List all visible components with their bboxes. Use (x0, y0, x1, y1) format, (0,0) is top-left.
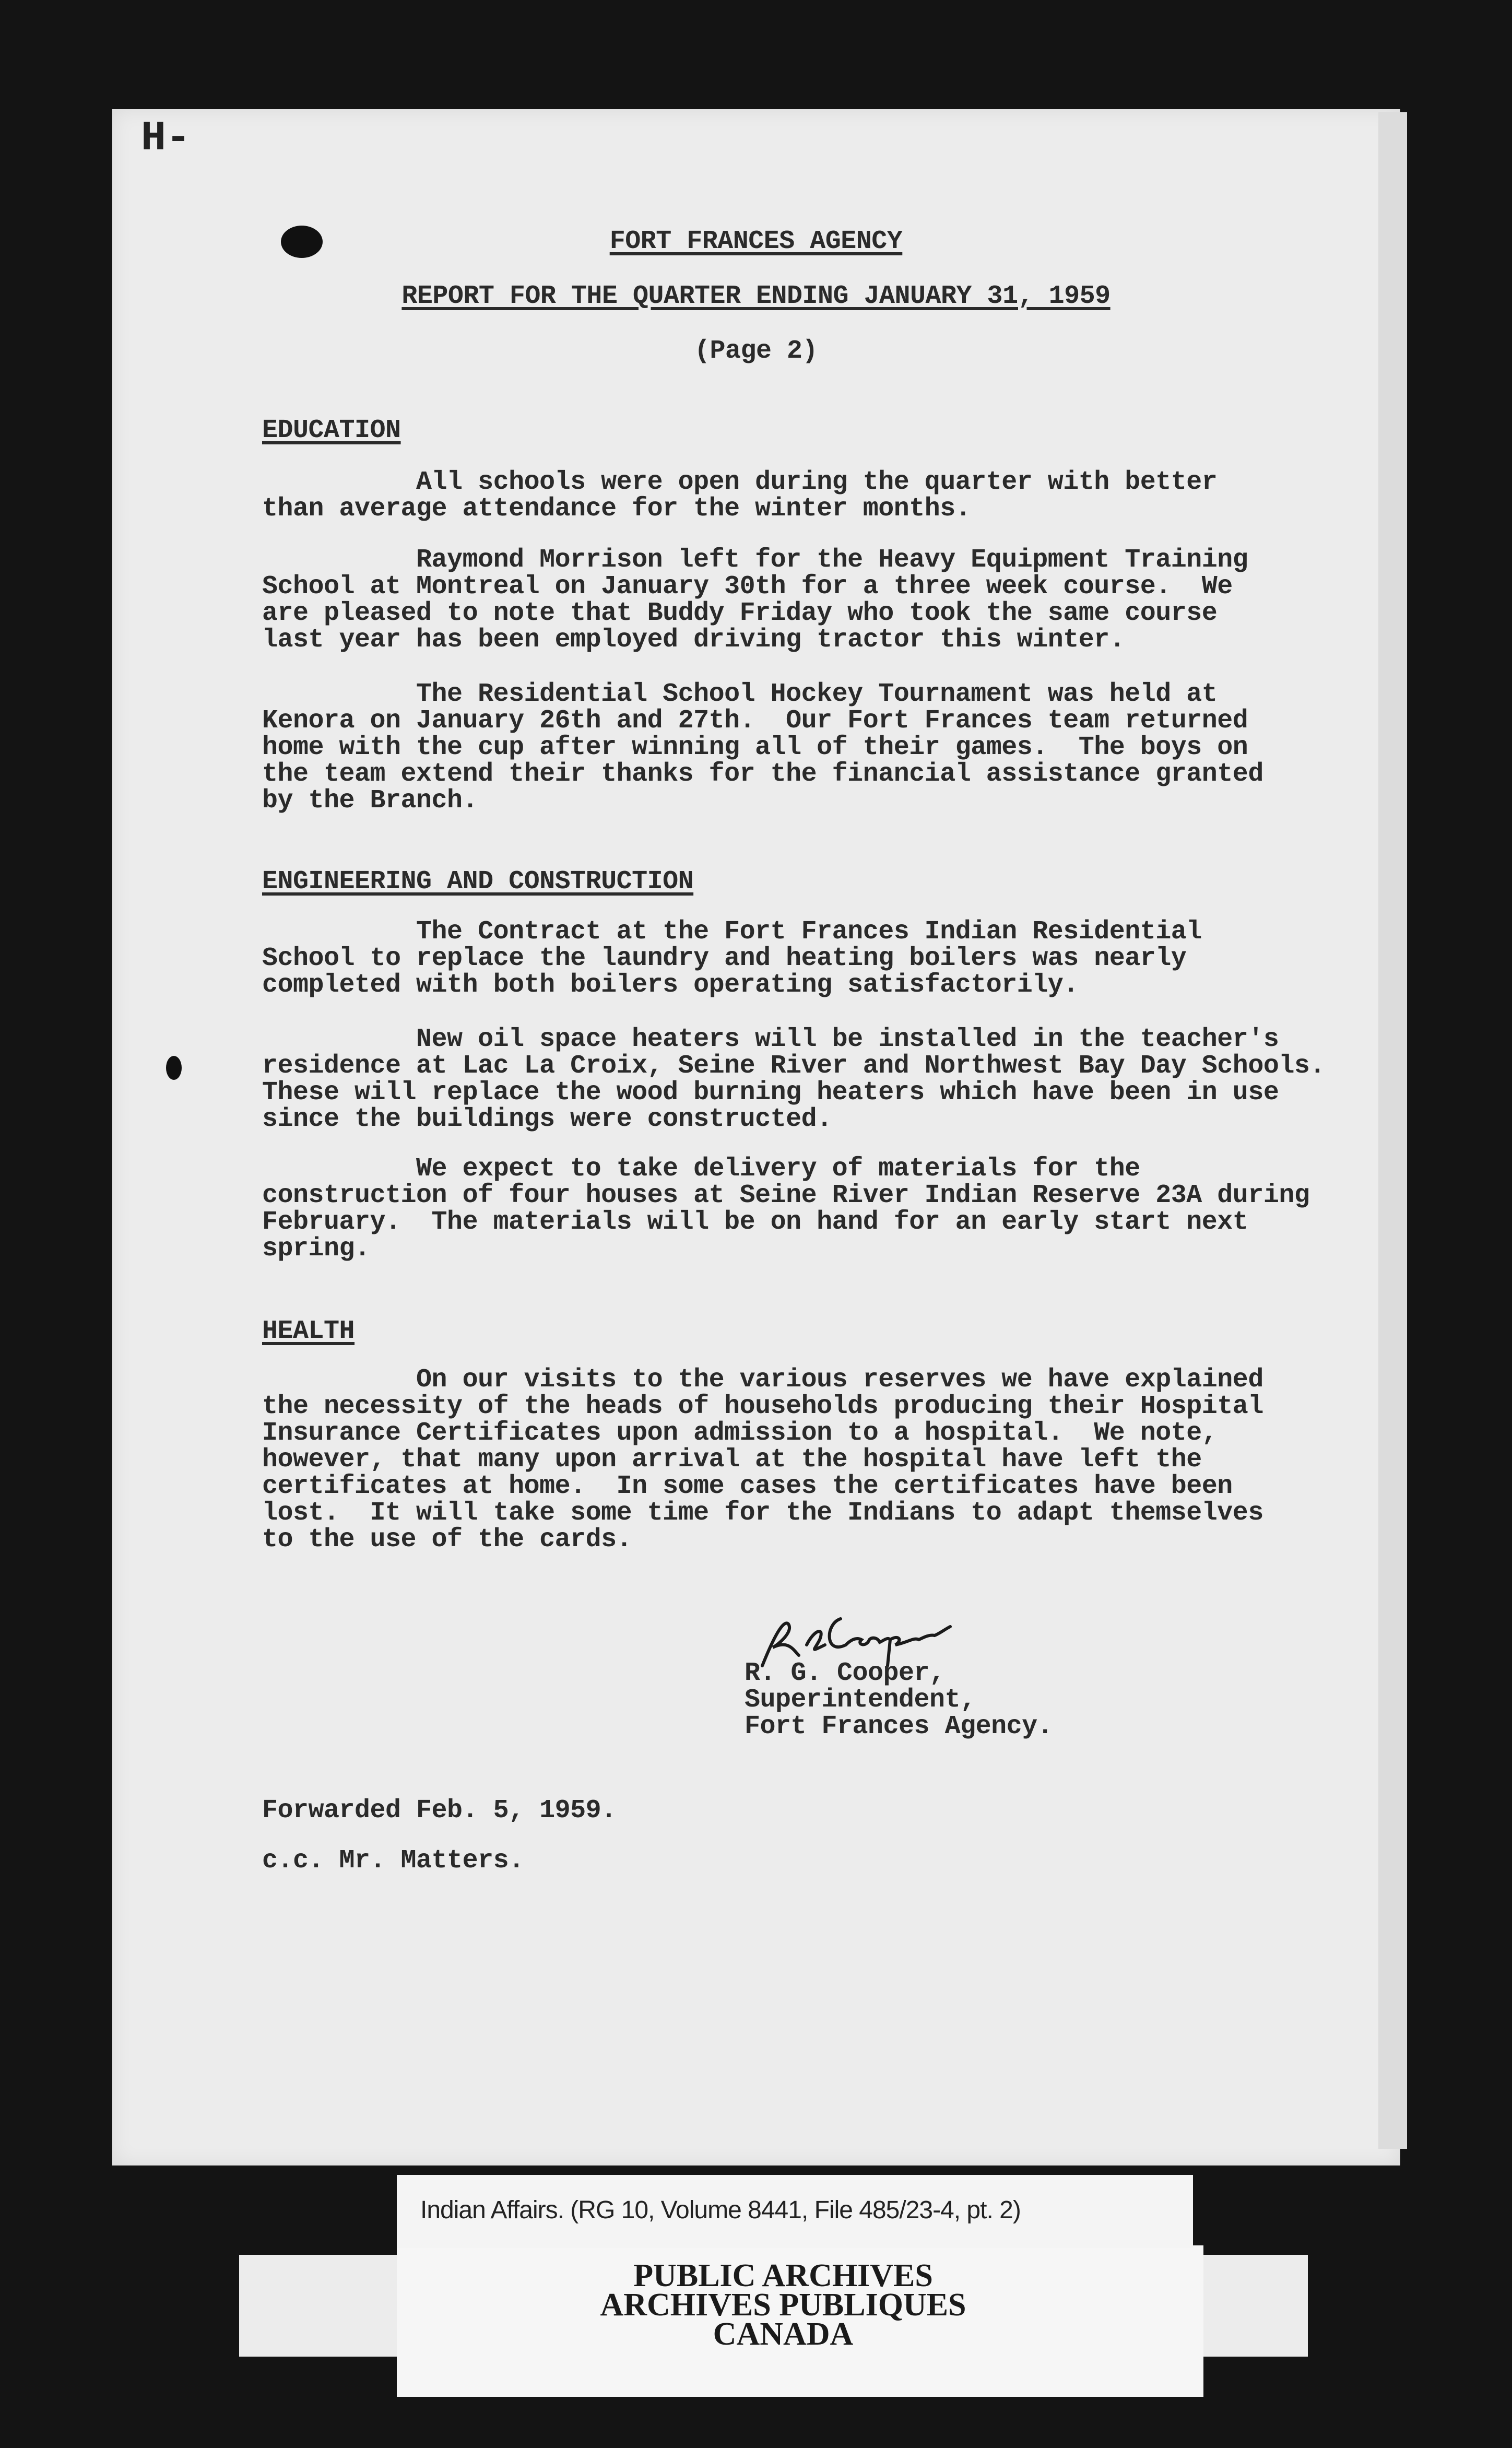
paragraph: New oil space heaters will be installed in the teacher's residence at Lac La Croix, Seine River and Northwest Bay Day Schools. These will replace the wood burning heaters which have been in use since the buildings were constructed. (262, 1025, 1325, 1134)
forwarded-date: Forwarded Feb. 5, 1959. (262, 1796, 617, 1826)
signatory-title: Superintendent, (745, 1685, 976, 1715)
agency-title: FORT FRANCES AGENCY (609, 227, 903, 256)
page-edge (1378, 112, 1407, 2149)
paragraph: All schools were open during the quarter with better than average attendance for the winter months. (262, 467, 1218, 524)
page-number: (Page 2) (694, 336, 818, 366)
archive-line-1: PUBLIC ARCHIVES (633, 2258, 933, 2293)
section-heading-engineering: ENGINEERING AND CONSTRUCTION (262, 867, 694, 897)
corner-mark: H- (141, 115, 191, 162)
archive-line-2: ARCHIVES PUBLIQUES (600, 2287, 966, 2323)
archive-stamp (397, 2258, 1170, 2352)
archive-line-3: CANADA (713, 2316, 854, 2352)
archive-reference: Indian Affairs. (RG 10, Volume 8441, File 485/23-4, pt. 2) (420, 2196, 1021, 2224)
paragraph: The Contract at the Fort Frances Indian Residential School to replace the laundry and heating boilers was nearly completed with both boilers operating satisfactorily. (262, 917, 1202, 1000)
reference-label (397, 2175, 1193, 2248)
section-heading-education: EDUCATION (262, 416, 401, 445)
paragraph: The Residential School Hockey Tournament was held at Kenora on January 26th and 27th. Our Fort Frances team returned home with the cup after winning all of their games. The boys on the team extend their thanks for the financial assistance granted by the Branch. (262, 679, 1263, 816)
report-title: REPORT FOR THE QUARTER ENDING JANUARY 31, 1959 (401, 281, 1111, 311)
section-heading-health: HEALTH (262, 1316, 355, 1346)
signatory-office: Fort Frances Agency. (745, 1712, 1053, 1741)
paragraph: Raymond Morrison left for the Heavy Equipment Training School at Montreal on January 30th for a three week course. We are pleased to note that Buddy Friday who took the same course last year has been employed driving tractor this winter. (262, 545, 1248, 655)
signatory-name: R. G. Cooper, (745, 1658, 945, 1688)
paragraph: We expect to take delivery of materials for the construction of four houses at Seine River Indian Reserve 23A during February. The materials will be on hand for an early start next spring. (262, 1154, 1310, 1264)
paragraph: On our visits to the various reserves we have explained the necessity of the heads of households producing their Hospital Insurance Certificates upon admission to a hospital. We note, however, that many upon arrival at the hospital have left the certificates at home. In some cases the certificates have been lost. It will take some time for the Indians to adapt themselves to the use of the cards. (262, 1365, 1263, 1555)
ink-mark (166, 1056, 182, 1080)
carbon-copy: c.c. Mr. Matters. (262, 1846, 524, 1876)
